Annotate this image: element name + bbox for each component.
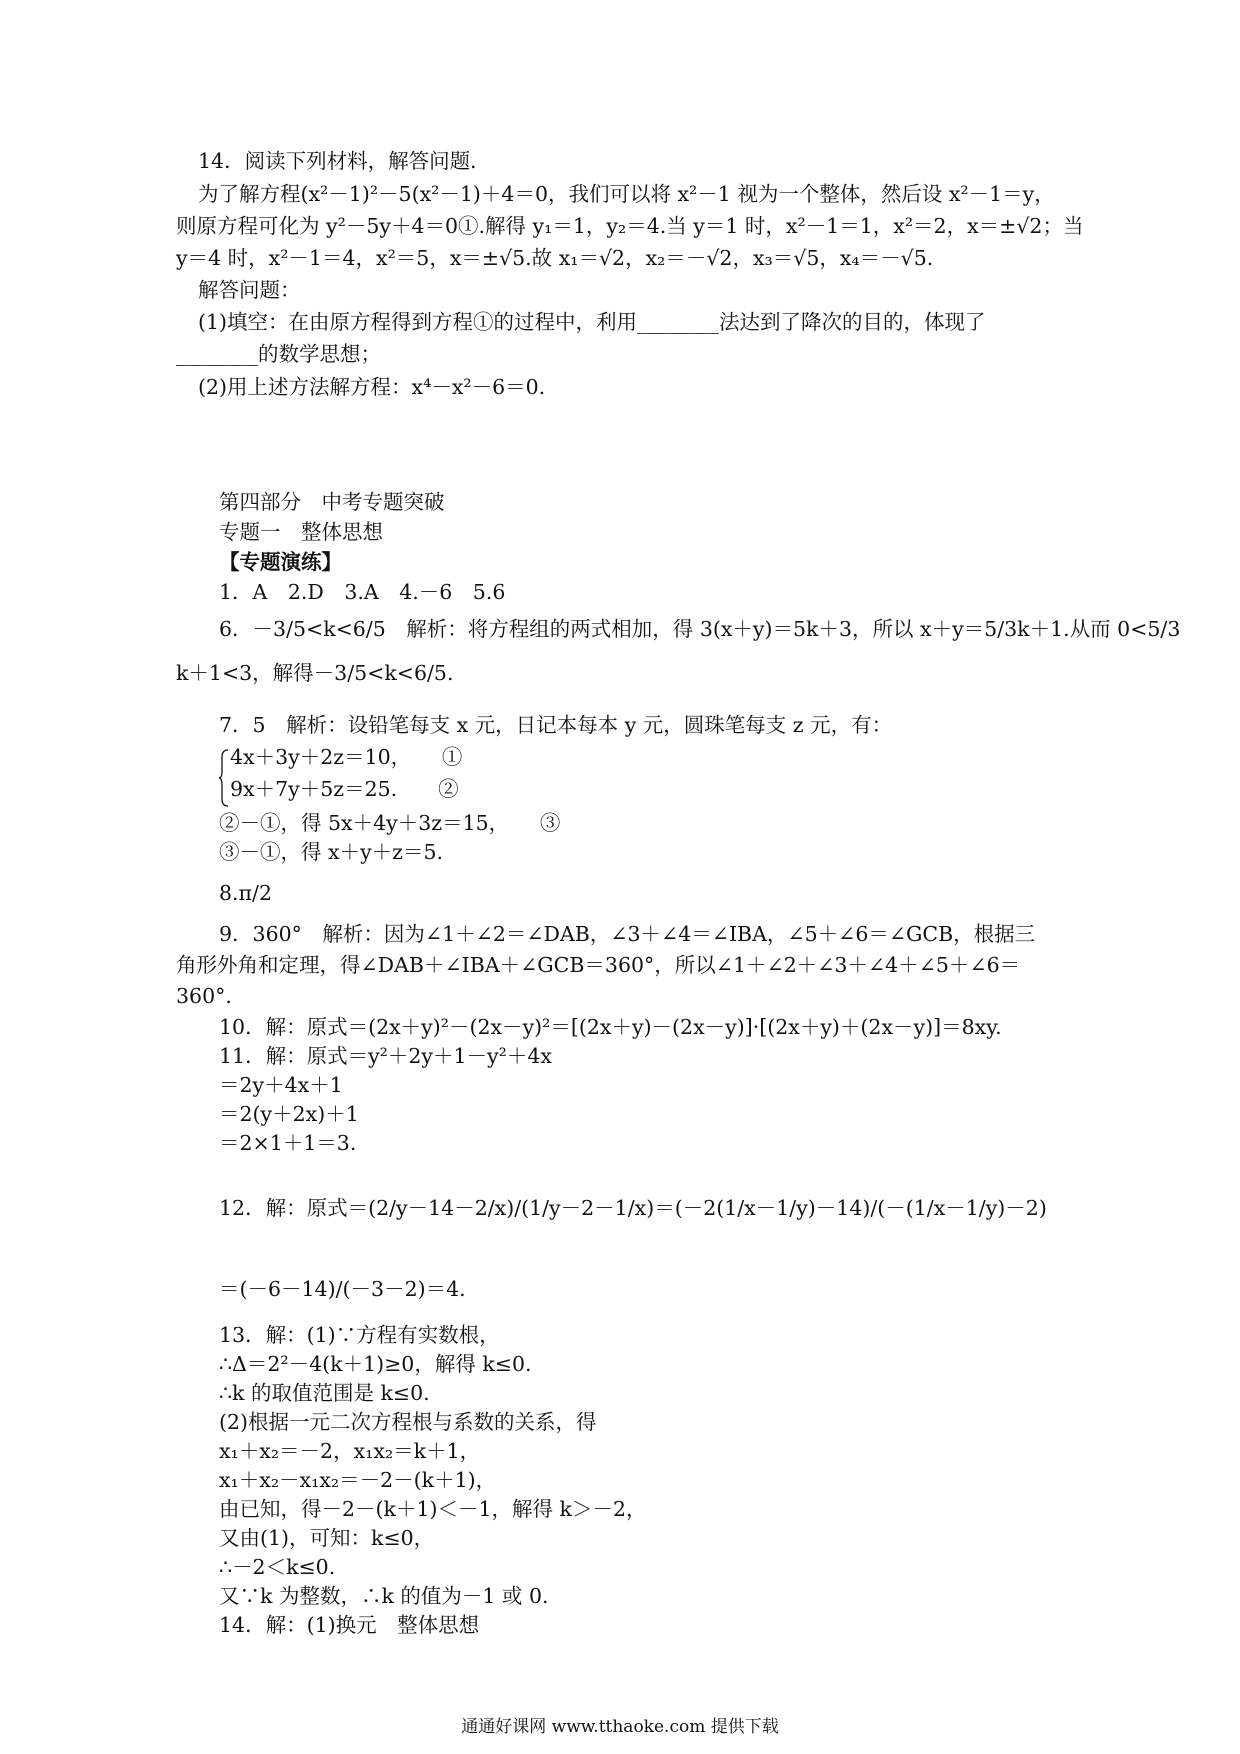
answer-line-11-step-1: ＝2y＋4x＋1 <box>219 1073 343 1097</box>
answer-line-13-step-3: (2)根据一元二次方程根与系数的关系，得 <box>219 1410 597 1434</box>
answer-line-13-step-4: x₁＋x₂＝－2，x₁x₂＝k＋1， <box>219 1439 481 1463</box>
page-footer: 通通好课网 www.tthaoke.com 提供下载 <box>461 1717 779 1737</box>
answer-line-7-eq4: ③－①，得 x＋y＋z＝5. <box>219 840 444 864</box>
answer-line-12-result: ＝(－6－14)/(－3－2)＝4. <box>219 1277 466 1301</box>
topic-title: 专题一 整体思想 <box>219 520 383 544</box>
problem-14-material-line-1: 为了解方程(x²－1)²－5(x²－1)＋4＝0，我们可以将 x²－1 视为一个整体，然后设 x²－1＝y， <box>198 182 1055 206</box>
answer-line-13-step-5: x₁＋x₂－x₁x₂＝－2－(k＋1)， <box>219 1468 497 1492</box>
problem-14-q2: (2)用上述方法解方程：x⁴－x²－6＝0. <box>198 375 546 399</box>
system-brace-icon <box>219 749 229 807</box>
problem-14-material-line-2: 则原方程可化为 y²－5y＋4＝0①.解得 y₁＝1，y₂＝4.当 y＝1 时，x²－1＝1，x²＝2，x＝±√2；当 <box>176 214 1084 238</box>
answer-line-7-eq2: 9x＋7y＋5z＝25. ② <box>230 777 459 801</box>
answer-line-1: 1．A 2.D 3.A 4.－6 5.6 <box>219 580 506 604</box>
problem-14-prompt: 解答问题： <box>198 278 301 302</box>
answer-line-7: 7．5 解析：设铅笔每支 x 元，日记本每本 y 元，圆珠笔每支 z 元，有： <box>219 713 893 737</box>
answer-line-11-step-3: ＝2×1＋1＝3. <box>219 1131 357 1155</box>
problem-14-q1-line-1: (1)填空：在由原方程得到方程①的过程中，利用________法达到了降次的目的，体现了 <box>198 310 986 334</box>
answer-line-13: 13．解：(1)∵方程有实数根， <box>219 1323 500 1347</box>
answer-line-9-cont-1: 角形外角和定理，得∠DAB＋∠IBA＋∠GCB＝360°，所以∠1＋∠2＋∠3＋∠4＋∠5＋∠6＝ <box>176 953 1021 977</box>
answer-line-7-eq1: 4x＋3y＋2z＝10， ① <box>230 745 463 769</box>
answer-line-13-step-7: 又由(1)，可知：k≤0， <box>219 1526 435 1550</box>
answer-line-14: 14．解：(1)换元 整体思想 <box>219 1613 480 1637</box>
answer-line-10: 10．解：原式＝(2x＋y)²－(2x－y)²＝[(2x＋y)－(2x－y)]·[(2x＋y)＋(2x－y)]＝8xy. <box>219 1015 1002 1039</box>
answer-line-12: 12．解：原式＝(2/y－14－2/x)/(1/y－2－1/x)＝(－2(1/x－1/y)－14)/(－(1/x－1/y)－2) <box>219 1196 1047 1220</box>
answer-line-9: 9．360° 解析：因为∠1＋∠2＝∠DAB，∠3＋∠4＝∠IBA，∠5＋∠6＝∠GCB，根据三 <box>219 922 1036 946</box>
answer-line-11: 11．解：原式＝y²＋2y＋1－y²＋4x <box>219 1044 552 1068</box>
answer-line-6: 6．－3/5<k<6/5 解析：将方程组的两式相加，得 3(x＋y)＝5k＋3，所以 x＋y＝5/3k＋1.从而 0<5/3 <box>219 617 1181 641</box>
answer-line-13-step-6: 由已知，得－2－(k＋1)＜－1，解得 k＞－2， <box>219 1497 647 1521</box>
problem-14-material-line-3: y＝4 时，x²－1＝4，x²＝5，x＝±√5.故 x₁＝√2，x₂＝－√2，x₃＝√5，x₄＝－√5. <box>176 246 934 270</box>
section-title: 【专题演练】 <box>219 550 342 574</box>
answer-line-13-step-8: ∴－2＜k≤0. <box>219 1555 336 1579</box>
answer-line-11-step-2: ＝2(y＋2x)＋1 <box>219 1102 359 1126</box>
answer-line-13-step-9: 又∵k 为整数，∴k 的值为－1 或 0. <box>219 1584 549 1608</box>
answer-line-13-step-1: ∴Δ＝2²－4(k＋1)≥0，解得 k≤0. <box>219 1352 532 1376</box>
problem-14-q1-line-2: ________的数学思想； <box>176 342 381 366</box>
answer-line-9-cont-2: 360°. <box>176 984 232 1008</box>
problem-14-title: 14．阅读下列材料，解答问题． <box>198 149 491 173</box>
answer-line-6-cont: k＋1<3，解得－3/5<k<6/5. <box>176 661 454 685</box>
answer-line-13-step-2: ∴k 的取值范围是 k≤0. <box>219 1381 430 1405</box>
part-title: 第四部分 中考专题突破 <box>219 490 445 514</box>
answer-line-7-eq3: ②－①，得 5x＋4y＋3z＝15， ③ <box>219 811 561 835</box>
answer-line-8: 8.π/2 <box>219 881 272 905</box>
